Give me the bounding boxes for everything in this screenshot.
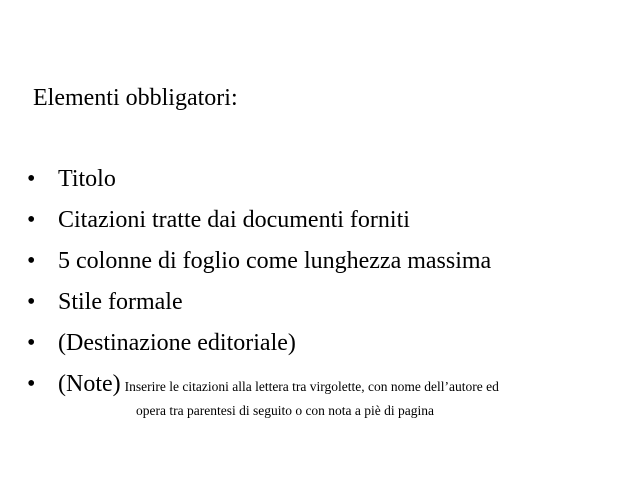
note-label: (Note) (58, 371, 121, 397)
bullet-text: Citazioni tratte dai documenti forniti (58, 207, 410, 233)
bullet-icon: • (27, 207, 36, 233)
bullet-icon: • (27, 371, 36, 397)
bullet-icon: • (27, 330, 36, 356)
bullet-icon: • (27, 289, 36, 315)
bullet-text: 5 colonne di foglio come lunghezza massima (58, 248, 492, 274)
note-continuation-text: opera tra parentesi di seguito o con nota a piè di pagina (136, 403, 435, 418)
bullet-text: Stile formale (58, 289, 183, 315)
bullet-text-note (58, 368, 499, 401)
bullet-text: (Destinazione editoriale) (58, 330, 296, 356)
note-inline-text: Inserire le citazioni alla lettera tra virgolette, con nome dell’autore ed (124, 379, 499, 394)
slide-heading: Elementi obbligatori: (33, 85, 238, 111)
bullet-icon: • (27, 166, 36, 192)
bullet-text: Titolo (58, 166, 116, 192)
bullet-icon: • (27, 248, 36, 274)
